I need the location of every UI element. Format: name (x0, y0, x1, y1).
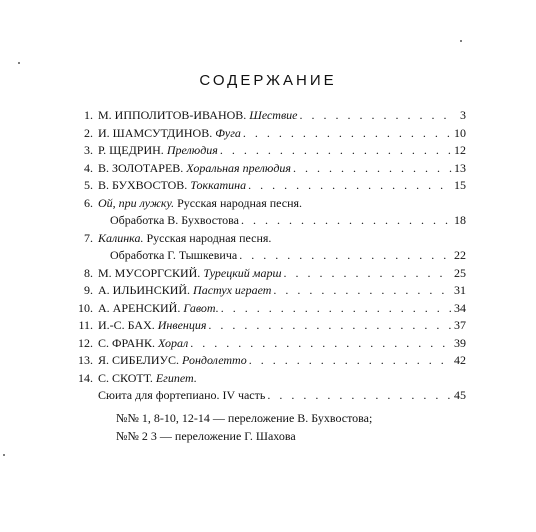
entry-number: 8. (84, 265, 93, 280)
entry-subtitle: Русская народная песня. (177, 195, 303, 210)
entry-number: 4. (84, 160, 93, 175)
entry-number: 9. (84, 283, 93, 297)
entry-number: 5. (84, 178, 93, 192)
entry-arranger: Обработка Г. Тышкевича (110, 248, 238, 262)
entry-title: Рондолетто (182, 353, 247, 367)
entry-title: Токкатина (190, 178, 247, 192)
entry-page: 22 (454, 248, 466, 262)
toc-entry-6 (76, 195, 466, 230)
toc-entry-14 (76, 370, 466, 405)
entry-page: 25 (454, 265, 466, 280)
entry-title: Гавот. (183, 300, 219, 315)
scan-speck (460, 40, 462, 42)
toc-entry-3 (76, 142, 466, 160)
toc-entry-9 (76, 282, 466, 300)
entry-number: 6. (84, 195, 93, 210)
entry-composer: Р. ЩЕДРИН. (98, 143, 164, 157)
toc-entry-1 (76, 107, 466, 125)
entry-title: Калинка. (98, 230, 144, 245)
entry-page: 15 (454, 178, 466, 192)
entry-page: 37 (454, 318, 466, 332)
footnotes (116, 409, 372, 445)
footnote-1: №№ 1, 8-10, 12-14 — переложение В. Бухвостова; (116, 411, 373, 425)
entry-title: Турецкий марш (203, 265, 282, 280)
entry-page: 42 (454, 353, 466, 367)
dot-leader (188, 335, 452, 353)
entry-number: 11. (78, 318, 93, 332)
entry-page: 12 (454, 143, 466, 157)
entry-title: Инвенция (157, 318, 207, 332)
entry-page: 34 (454, 300, 466, 315)
dot-leader (237, 247, 452, 265)
entry-arranger: Обработка В. Бухвостова (110, 213, 239, 227)
entry-page: 10 (454, 125, 466, 140)
entry-composer: А. АРЕНСКИЙ. (98, 300, 181, 315)
scan-speck (3, 454, 5, 456)
dot-leader (271, 282, 452, 300)
entry-number: 14. (78, 370, 93, 385)
entry-composer: М. МУСОРГСКИЙ. (98, 265, 201, 280)
entry-title: Прелюдия (166, 143, 218, 157)
dot-leader (219, 300, 452, 318)
toc-entry-5 (76, 177, 466, 195)
entry-page: 18 (454, 213, 466, 227)
toc-entry-4 (76, 160, 466, 178)
entry-page: 45 (454, 388, 466, 402)
toc-entry-2 (76, 125, 466, 143)
table-of-contents (76, 107, 466, 405)
entry-title: Пастух играет (193, 283, 272, 297)
entry-page: 31 (454, 283, 466, 297)
page-title: СОДЕРЖАНИЕ (199, 72, 337, 89)
entry-composer: С. ФРАНК. (98, 335, 155, 350)
dot-leader (239, 212, 452, 230)
entry-title: Фуга (215, 125, 241, 140)
entry-subtitle: Русская народная песня. (146, 230, 272, 245)
entry-number: 1. (84, 108, 93, 122)
entry-page: 13 (454, 160, 466, 175)
entry-composer: Я. СИБЕЛИУС. (98, 353, 180, 367)
entry-number: 10. (78, 300, 93, 315)
toc-entry-11 (76, 317, 466, 335)
toc-entry-13 (76, 352, 466, 370)
dot-leader (291, 160, 452, 178)
entry-number: 2. (84, 125, 93, 140)
entry-composer: В. ЗОЛОТАРЕВ. (98, 160, 184, 175)
entry-composer: А. ИЛЬИНСКИЙ. (98, 283, 191, 297)
entry-subtitle: Сюита для фортепиано. IV часть (98, 388, 266, 402)
toc-entry-10 (76, 300, 466, 318)
entry-number: 3. (84, 143, 93, 157)
dot-leader (265, 387, 452, 405)
entry-title: Египет. (155, 370, 197, 385)
dot-leader (218, 142, 452, 160)
dot-leader (241, 125, 452, 143)
entry-title: Хорал (157, 335, 189, 350)
entry-title: Хоральная прелюдия (186, 160, 291, 175)
entry-composer: В. БУХВОСТОВ. (98, 178, 188, 192)
toc-entry-7 (76, 230, 466, 265)
toc-entry-8 (76, 265, 466, 283)
dot-leader (282, 265, 452, 283)
entry-number: 13. (78, 353, 93, 367)
toc-entry-12 (76, 335, 466, 353)
scan-speck (18, 62, 20, 64)
entry-title: Шествие (249, 108, 298, 122)
footnote-2: №№ 2 3 — переложение Г. Шахова (116, 429, 296, 443)
entry-number: 12. (78, 335, 93, 350)
entry-title: Ой, при лужку. (98, 195, 175, 210)
entry-page: 39 (454, 335, 466, 350)
entry-composer: М. ИППОЛИТОВ-ИВАНОВ. (98, 108, 247, 122)
dot-leader (298, 107, 452, 125)
entry-composer: И.-С. БАХ. (98, 318, 155, 332)
entry-composer: И. ШАМСУТДИНОВ. (98, 125, 213, 140)
dot-leader (246, 177, 452, 195)
dot-leader (247, 352, 452, 370)
dot-leader (206, 317, 452, 335)
entry-page: 3 (460, 108, 466, 122)
entry-number: 7. (84, 230, 93, 245)
entry-composer: С. СКОТТ. (98, 370, 153, 385)
